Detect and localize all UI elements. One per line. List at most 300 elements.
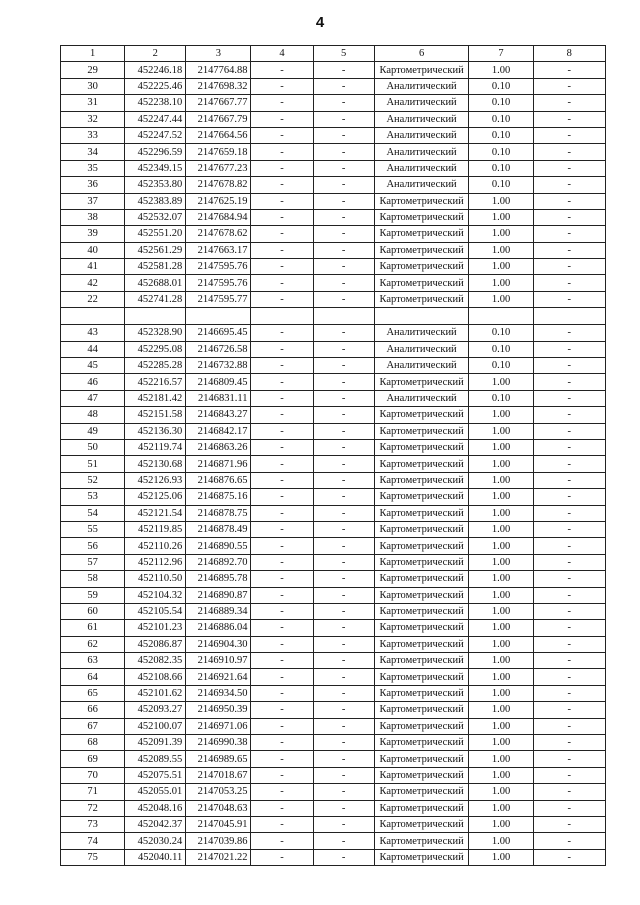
accuracy: 0.10 [469,144,533,160]
table-row [61,669,606,685]
x-coordinate: 452119.85 [125,521,186,537]
method: Картометрический [374,62,469,78]
y-coordinate: 2146910.97 [186,653,251,669]
col5-value: - [313,554,374,570]
col4-value: - [251,767,313,783]
accuracy: 1.00 [469,226,533,242]
method: Картометрический [374,242,469,258]
col8-value: - [533,193,605,209]
col5-value: - [313,816,374,832]
col4-value: - [251,702,313,718]
table-row [61,489,606,505]
col5-value: - [313,521,374,537]
col4-value: - [251,127,313,143]
col4-value: - [251,62,313,78]
y-coordinate: 2147595.76 [186,259,251,275]
point-number: 53 [61,489,125,505]
point-number: 58 [61,571,125,587]
y-coordinate: 2147659.18 [186,144,251,160]
x-coordinate: 452532.07 [125,209,186,225]
table-row [61,439,606,455]
col5-value: - [313,489,374,505]
col8-value: - [533,636,605,652]
method: Аналитический [374,111,469,127]
x-coordinate [125,308,186,325]
y-coordinate: 2146971.06 [186,718,251,734]
x-coordinate: 452055.01 [125,784,186,800]
col4-value: - [251,407,313,423]
col8-value: - [533,849,605,865]
col5-value: - [313,653,374,669]
y-coordinate: 2146921.64 [186,669,251,685]
accuracy: 1.00 [469,209,533,225]
col5-value: - [313,751,374,767]
table-row [61,735,606,751]
point-number: 42 [61,275,125,291]
table-row [61,521,606,537]
point-number: 61 [61,620,125,636]
table-row [61,636,606,652]
col5-value: - [313,407,374,423]
y-coordinate: 2146726.58 [186,341,251,357]
col8-value: - [533,325,605,341]
col5-value: - [313,390,374,406]
table-row [61,209,606,225]
accuracy: 0.10 [469,160,533,176]
accuracy: 1.00 [469,800,533,816]
y-coordinate: 2147677.23 [186,160,251,176]
header-cell-5: 5 [313,46,374,62]
col4-value: - [251,226,313,242]
point-number: 46 [61,374,125,390]
col5-value: - [313,702,374,718]
point-number: 71 [61,784,125,800]
table-row [61,554,606,570]
method: Картометрический [374,702,469,718]
x-coordinate: 452040.11 [125,849,186,865]
accuracy: 1.00 [469,259,533,275]
col4-value: - [251,95,313,111]
method: Аналитический [374,390,469,406]
col4-value: - [251,423,313,439]
y-coordinate: 2147678.82 [186,177,251,193]
accuracy: 0.10 [469,95,533,111]
point-number: 33 [61,127,125,143]
method: Картометрический [374,718,469,734]
x-coordinate: 452104.32 [125,587,186,603]
col8-value: - [533,390,605,406]
col8-value: - [533,489,605,505]
point-number: 68 [61,735,125,751]
table-row [61,571,606,587]
method: Картометрический [374,603,469,619]
y-coordinate: 2146831.11 [186,390,251,406]
col4-value: - [251,439,313,455]
col8-value: - [533,456,605,472]
x-coordinate: 452328.90 [125,325,186,341]
col8-value: - [533,358,605,374]
x-coordinate: 452108.66 [125,669,186,685]
col5-value: - [313,735,374,751]
y-coordinate: 2146878.49 [186,521,251,537]
accuracy: 1.00 [469,407,533,423]
x-coordinate: 452295.08 [125,341,186,357]
method: Аналитический [374,127,469,143]
x-coordinate: 452101.62 [125,685,186,701]
col8-value: - [533,620,605,636]
y-coordinate: 2146732.88 [186,358,251,374]
col5-value: - [313,800,374,816]
col5-value: - [313,849,374,865]
col8-value: - [533,62,605,78]
table-row [61,374,606,390]
col4-value: - [251,620,313,636]
accuracy: 1.00 [469,472,533,488]
point-number: 38 [61,209,125,225]
accuracy: 1.00 [469,62,533,78]
x-coordinate: 452126.93 [125,472,186,488]
col4-value: - [251,291,313,307]
col8-value: - [533,472,605,488]
accuracy: 1.00 [469,784,533,800]
accuracy: 1.00 [469,291,533,307]
y-coordinate: 2146875.16 [186,489,251,505]
x-coordinate: 452125.06 [125,489,186,505]
accuracy: 1.00 [469,521,533,537]
accuracy: 1.00 [469,554,533,570]
method: Аналитический [374,358,469,374]
col8-value: - [533,242,605,258]
page-number: 4 [315,14,325,31]
point-number: 35 [61,160,125,176]
method: Картометрический [374,800,469,816]
col8-value: - [533,538,605,554]
col4-value: - [251,685,313,701]
accuracy: 0.10 [469,390,533,406]
table-row [61,685,606,701]
method: Картометрический [374,751,469,767]
table-row [61,603,606,619]
accuracy: 1.00 [469,849,533,865]
method: Картометрический [374,374,469,390]
col4-value: - [251,538,313,554]
col5-value: - [313,209,374,225]
col4-value: - [251,571,313,587]
table-row [61,390,606,406]
col8-value: - [533,275,605,291]
y-coordinate: 2146889.34 [186,603,251,619]
coordinates-table [60,45,606,866]
col5-value: - [313,439,374,455]
point-number: 32 [61,111,125,127]
x-coordinate: 452112.96 [125,554,186,570]
col5-value: - [313,571,374,587]
accuracy: 1.00 [469,669,533,685]
table-row [61,111,606,127]
col4-value: - [251,209,313,225]
point-number: 29 [61,62,125,78]
table-row [61,407,606,423]
y-coordinate: 2146895.78 [186,571,251,587]
col5-value: - [313,685,374,701]
col5-value: - [313,718,374,734]
col4-value: - [251,521,313,537]
col4-value: - [251,275,313,291]
accuracy: 1.00 [469,374,533,390]
col4-value: - [251,325,313,341]
table-row [61,800,606,816]
y-coordinate: 2146843.27 [186,407,251,423]
x-coordinate: 452216.57 [125,374,186,390]
col8-value: - [533,603,605,619]
accuracy: 0.10 [469,177,533,193]
method: Картометрический [374,456,469,472]
col4-value: - [251,751,313,767]
col5-value: - [313,226,374,242]
point-number: 31 [61,95,125,111]
table-row [61,653,606,669]
method: Картометрический [374,209,469,225]
col8-value: - [533,816,605,832]
y-coordinate: 2146892.70 [186,554,251,570]
col4-value: - [251,390,313,406]
x-coordinate: 452561.29 [125,242,186,258]
method: Картометрический [374,226,469,242]
point-number: 34 [61,144,125,160]
col8-value: - [533,784,605,800]
table-row [61,358,606,374]
method: Картометрический [374,587,469,603]
col5-value: - [313,767,374,783]
point-number: 54 [61,505,125,521]
col8-value: - [533,423,605,439]
point-number: 30 [61,78,125,94]
x-coordinate: 452383.89 [125,193,186,209]
x-coordinate: 452093.27 [125,702,186,718]
col8-value: - [533,291,605,307]
col5-value: - [313,669,374,685]
point-number: 51 [61,456,125,472]
y-coordinate: 2147045.91 [186,816,251,832]
point-number: 55 [61,521,125,537]
method [374,308,469,325]
table-row [61,127,606,143]
y-coordinate: 2147684.94 [186,209,251,225]
x-coordinate: 452296.59 [125,144,186,160]
method: Картометрический [374,472,469,488]
col8-value: - [533,669,605,685]
point-number: 48 [61,407,125,423]
point-number: 22 [61,291,125,307]
col5-value: - [313,325,374,341]
x-coordinate: 452105.54 [125,603,186,619]
col4-value: - [251,456,313,472]
method: Картометрический [374,291,469,307]
method: Картометрический [374,849,469,865]
y-coordinate: 2146871.96 [186,456,251,472]
col5-value: - [313,111,374,127]
y-coordinate: 2147053.25 [186,784,251,800]
y-coordinate: 2146950.39 [186,702,251,718]
col4-value: - [251,111,313,127]
x-coordinate: 452181.42 [125,390,186,406]
y-coordinate: 2147625.19 [186,193,251,209]
point-number: 60 [61,603,125,619]
col4-value: - [251,358,313,374]
method: Картометрический [374,620,469,636]
point-number: 65 [61,685,125,701]
y-coordinate: 2147698.32 [186,78,251,94]
header-cell-6: 6 [374,46,469,62]
col5-value: - [313,62,374,78]
col4-value: - [251,505,313,521]
col8-value: - [533,160,605,176]
col4-value: - [251,259,313,275]
point-number: 37 [61,193,125,209]
col8-value: - [533,800,605,816]
col5-value: - [313,456,374,472]
point-number: 67 [61,718,125,734]
method: Картометрический [374,653,469,669]
method: Аналитический [374,341,469,357]
accuracy: 1.00 [469,653,533,669]
accuracy: 1.00 [469,587,533,603]
col4-value: - [251,193,313,209]
method: Картометрический [374,275,469,291]
accuracy: 0.10 [469,341,533,357]
col4-value: - [251,784,313,800]
col5-value: - [313,177,374,193]
col5-value: - [313,587,374,603]
col8-value: - [533,209,605,225]
point-number: 57 [61,554,125,570]
x-coordinate: 452048.16 [125,800,186,816]
y-coordinate: 2146990.38 [186,735,251,751]
method: Картометрический [374,636,469,652]
x-coordinate: 452101.23 [125,620,186,636]
x-coordinate: 452110.50 [125,571,186,587]
point-number: 73 [61,816,125,832]
point-number: 59 [61,587,125,603]
table-row [61,784,606,800]
x-coordinate: 452136.30 [125,423,186,439]
accuracy: 1.00 [469,439,533,455]
col8-value: - [533,177,605,193]
x-coordinate: 452349.15 [125,160,186,176]
accuracy: 1.00 [469,603,533,619]
x-coordinate: 452353.80 [125,177,186,193]
accuracy: 1.00 [469,636,533,652]
point-number: 63 [61,653,125,669]
col8-value: - [533,144,605,160]
point-number: 74 [61,833,125,849]
y-coordinate: 2147764.88 [186,62,251,78]
accuracy: 1.00 [469,751,533,767]
method: Аналитический [374,177,469,193]
x-coordinate: 452100.07 [125,718,186,734]
table-row [61,751,606,767]
col8-value [533,308,605,325]
method: Картометрический [374,685,469,701]
col4-value: - [251,554,313,570]
col4-value: - [251,177,313,193]
method: Картометрический [374,571,469,587]
x-coordinate: 452741.28 [125,291,186,307]
point-number: 69 [61,751,125,767]
x-coordinate: 452238.10 [125,95,186,111]
table-row [61,160,606,176]
method: Аналитический [374,325,469,341]
table-row [61,849,606,865]
table-row [61,226,606,242]
col4-value: - [251,489,313,505]
col5-value: - [313,193,374,209]
y-coordinate: 2146904.30 [186,636,251,652]
col8-value: - [533,735,605,751]
col5-value: - [313,95,374,111]
x-coordinate: 452075.51 [125,767,186,783]
accuracy: 1.00 [469,505,533,521]
y-coordinate: 2147021.22 [186,849,251,865]
col5-value: - [313,291,374,307]
table-row [61,718,606,734]
x-coordinate: 452246.18 [125,62,186,78]
table-header [61,46,606,62]
table-row [61,95,606,111]
table-row [61,259,606,275]
y-coordinate: 2146989.65 [186,751,251,767]
col8-value: - [533,407,605,423]
method: Картометрический [374,816,469,832]
x-coordinate: 452086.87 [125,636,186,652]
y-coordinate: 2147667.77 [186,95,251,111]
table-row [61,702,606,718]
table-row [61,816,606,832]
method: Картометрический [374,521,469,537]
col5-value: - [313,620,374,636]
table-row [61,325,606,341]
method: Аналитический [374,160,469,176]
col8-value: - [533,341,605,357]
col8-value: - [533,751,605,767]
method: Картометрический [374,784,469,800]
point-number: 62 [61,636,125,652]
accuracy: 1.00 [469,489,533,505]
y-coordinate: 2146876.65 [186,472,251,488]
col5-value: - [313,423,374,439]
point-number: 52 [61,472,125,488]
header-cell-4: 4 [251,46,313,62]
table-row [61,193,606,209]
col8-value: - [533,374,605,390]
point-number: 43 [61,325,125,341]
accuracy: 1.00 [469,767,533,783]
accuracy: 1.00 [469,538,533,554]
col8-value: - [533,111,605,127]
col8-value: - [533,226,605,242]
col5-value: - [313,242,374,258]
col4-value: - [251,816,313,832]
col8-value: - [533,78,605,94]
col5-value: - [313,603,374,619]
col4-value: - [251,849,313,865]
table-row [61,423,606,439]
method: Картометрический [374,554,469,570]
col4-value [251,308,313,325]
table-row [61,144,606,160]
col5-value: - [313,538,374,554]
method: Картометрический [374,407,469,423]
